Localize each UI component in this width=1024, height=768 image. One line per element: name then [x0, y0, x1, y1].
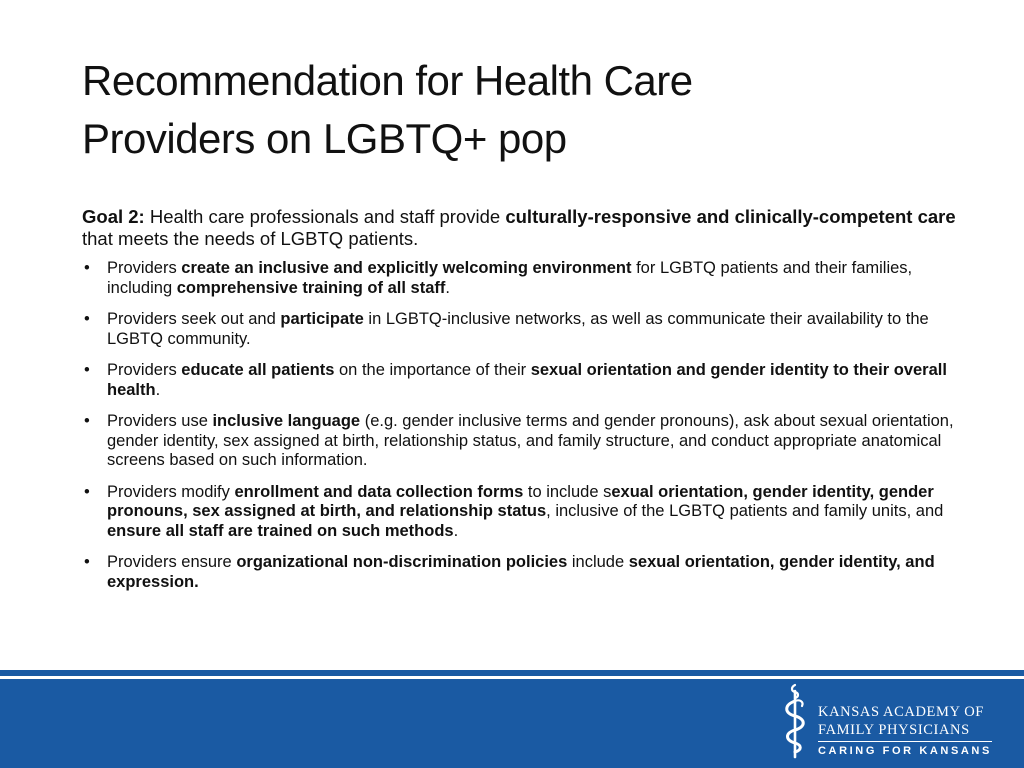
bullet-text: Providers ensure: [107, 553, 237, 571]
bullet-bold-text: sexual orientation and gender identity to their overall health: [107, 361, 947, 399]
bullet-marker: •: [84, 412, 90, 430]
bullet-marker: •: [84, 482, 90, 501]
footer-band: [0, 670, 1024, 768]
bullet-item: [82, 361, 962, 400]
bullet-bold-text: ensure all staff are trained on such methods: [107, 521, 454, 540]
logo-rule: [818, 741, 992, 742]
bullet-item: [82, 412, 962, 471]
bullet-bold-text: comprehensive training of all staff: [176, 278, 446, 297]
goal-label: Goal 2:: [82, 206, 145, 227]
bullet-text: Providers modify: [107, 482, 235, 501]
bullet-item: [82, 483, 962, 542]
bullet-marker: •: [84, 361, 90, 379]
slide-title: [82, 52, 962, 168]
bullet-bold-text: educate all patients: [181, 361, 335, 379]
goal-text-2: that meets the needs of LGBTQ patients.: [82, 228, 419, 249]
slide-body: [82, 206, 962, 604]
goal-text-1: Health care professionals and staff provide: [144, 206, 506, 227]
org-name-line2: FAMILY PHYSICIANS: [818, 722, 970, 738]
bullet-text: (e.g. gender inclusive terms and gender pronouns), ask about sexual orientation, gender identity, sex assigned at birth, relationship status, and family structure, and conduct appropriate anatomical screens based on such information.: [107, 412, 954, 469]
bullet-bold-text: inclusive language: [212, 412, 361, 430]
bullet-text: Providers use: [107, 412, 213, 430]
bullet-text: Providers: [107, 361, 182, 379]
bullet-bold-text: sexual orientation, gender identity, and expression.: [107, 553, 935, 591]
caduceus-staff-icon: [778, 683, 812, 759]
org-name-line1: KANSAS ACADEMY OF: [818, 704, 984, 720]
bullet-text: Providers: [107, 259, 182, 277]
goal-bold-1: culturally-responsive and clinically-competent care: [505, 206, 956, 227]
logo-wordmark: [818, 703, 992, 758]
bullet-item: [82, 259, 962, 298]
bullet-text: .: [155, 380, 161, 399]
bullet-text: include: [567, 553, 629, 571]
bullet-marker: •: [84, 259, 90, 277]
bullet-bold-text: participate: [280, 310, 364, 328]
bullet-bold-text: exual orientation, gender identity, gender pronouns, sex assigned at birth, and relationship status: [107, 482, 934, 520]
bullet-bold-text: create an inclusive and explicitly welcoming environment: [181, 259, 632, 277]
kafp-logo: [778, 683, 998, 763]
goal-statement: [82, 206, 962, 250]
bullet-text: on the importance of their: [334, 361, 531, 379]
bullet-text: , inclusive of the LGBTQ patients and family units, and: [546, 502, 944, 520]
bullet-marker: •: [84, 310, 90, 328]
slide-title-line1: Recommendation for Health Care: [82, 57, 693, 104]
bullet-text: Providers seek out and: [107, 310, 281, 328]
bullet-text: for LGBTQ patients and their families, including: [107, 259, 913, 297]
org-tagline: CARING FOR KANSANS: [818, 745, 992, 757]
bullet-text: .: [445, 278, 450, 297]
bullet-bold-text: enrollment and data collection forms: [234, 482, 524, 501]
bullet-text: in LGBTQ-inclusive networks, as well as communicate their availability to the LGBTQ community.: [107, 310, 929, 348]
slide-title-line2: Providers on LGBTQ+ pop: [82, 115, 567, 162]
bullet-marker: •: [84, 553, 90, 571]
bullet-item: [82, 553, 962, 592]
bullet-text: to include s: [523, 482, 612, 501]
bullet-list: [82, 259, 962, 592]
bullet-bold-text: organizational non-discrimination policies: [236, 553, 568, 571]
bullet-item: [82, 310, 962, 349]
bullet-text: .: [453, 521, 459, 540]
